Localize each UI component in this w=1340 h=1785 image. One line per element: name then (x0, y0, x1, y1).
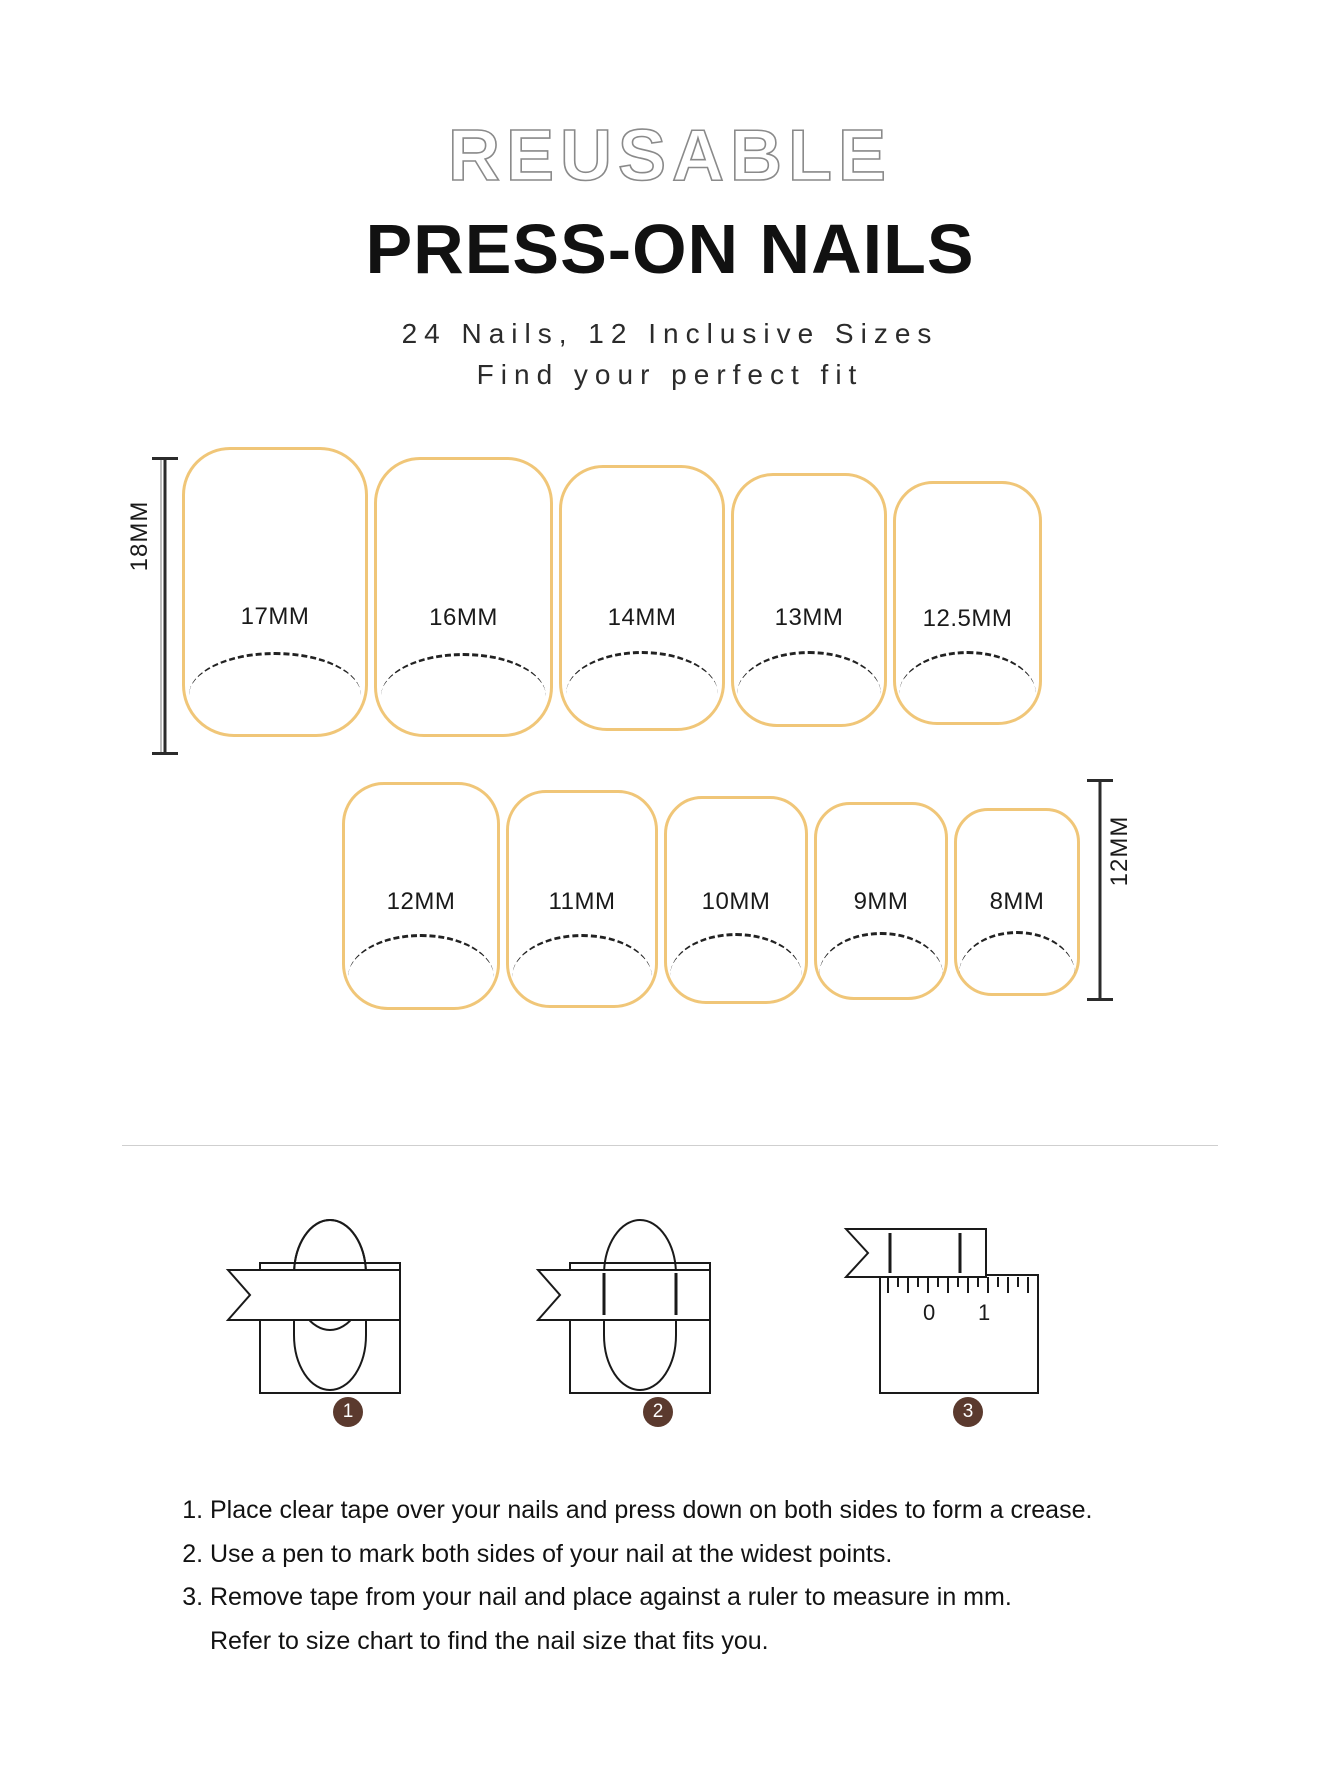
nail-swatch[interactable] (506, 790, 658, 1008)
step-1-illustration (218, 1215, 478, 1422)
nail-size-label: 8MM (989, 888, 1045, 916)
measure-cap-bottom (1087, 998, 1113, 1001)
nail-row-large (182, 447, 1042, 737)
measure-cap-bottom (152, 752, 178, 755)
measure-cap-top (152, 457, 178, 460)
instruction-item: 2. Use a pen to mark both sides of your nail at the widest points. (210, 1534, 1190, 1575)
step-badge-1: 1 (333, 1397, 363, 1427)
ruler-measure-icon (838, 1215, 1098, 1415)
nail-size-chart (0, 447, 1340, 1007)
nail-swatch[interactable] (342, 782, 500, 1010)
instruction-item-continuation: Refer to size chart to find the nail size that fits you. (210, 1626, 769, 1655)
height-measure-row1-label: 18MM (126, 500, 153, 572)
nail-swatch[interactable] (664, 796, 808, 1004)
nail-swatch[interactable] (182, 447, 368, 737)
nail-swatch[interactable] (559, 465, 725, 731)
nail-size-label: 12.5MM (922, 605, 1013, 633)
instruction-item: 1. Place clear tape over your nails and press down on both sides to form a crease. (210, 1490, 1190, 1531)
measure-line (1099, 779, 1102, 1001)
step-2-illustration (528, 1215, 788, 1422)
nail-size-label: 9MM (853, 888, 909, 916)
step-badge-2: 2 (643, 1397, 673, 1427)
height-measure-row1 (152, 457, 178, 755)
nail-size-label: 11MM (548, 888, 616, 916)
instructions-list (180, 1490, 1190, 1661)
step-3-illustration (838, 1215, 1098, 1422)
measure-line-secondary (160, 457, 162, 755)
nail-size-label: 17MM (240, 603, 310, 631)
nail-size-label: 13MM (774, 604, 844, 632)
measurement-steps (0, 1215, 1340, 1465)
nail-row-small (342, 782, 1080, 1010)
page-title: PRESS-ON NAILS (365, 210, 975, 288)
nail-swatch[interactable] (374, 457, 553, 737)
nail-size-label: 10MM (701, 888, 771, 916)
subtitle-line-1: 24 Nails, 12 Inclusive Sizes (401, 318, 939, 349)
step-badge-3: 3 (953, 1397, 983, 1427)
subtitle-line-2: Find your perfect fit (476, 358, 864, 390)
ruler-tick-1: 1 (978, 1300, 991, 1325)
instruction-item: 3. Remove tape from your nail and place against a ruler to measure in mm. (210, 1577, 1190, 1618)
nail-swatch[interactable] (731, 473, 887, 727)
header (0, 0, 1340, 395)
ruler-tick-0: 0 (923, 1300, 936, 1325)
nail-size-label: 14MM (607, 604, 677, 632)
section-divider (122, 1145, 1218, 1146)
mark-sides-icon (528, 1215, 788, 1415)
height-measure-row2-label: 12MM (1106, 815, 1133, 887)
nail-swatch[interactable] (954, 808, 1080, 996)
nail-size-label: 12MM (386, 888, 456, 916)
measure-line (164, 457, 167, 755)
nail-swatch[interactable] (814, 802, 948, 1000)
nail-size-label: 16MM (429, 604, 498, 632)
nail-swatch[interactable] (893, 481, 1042, 725)
outline-title: REUSABLE (447, 116, 893, 196)
measure-cap-top (1087, 779, 1113, 782)
tape-over-nail-icon (218, 1215, 478, 1415)
